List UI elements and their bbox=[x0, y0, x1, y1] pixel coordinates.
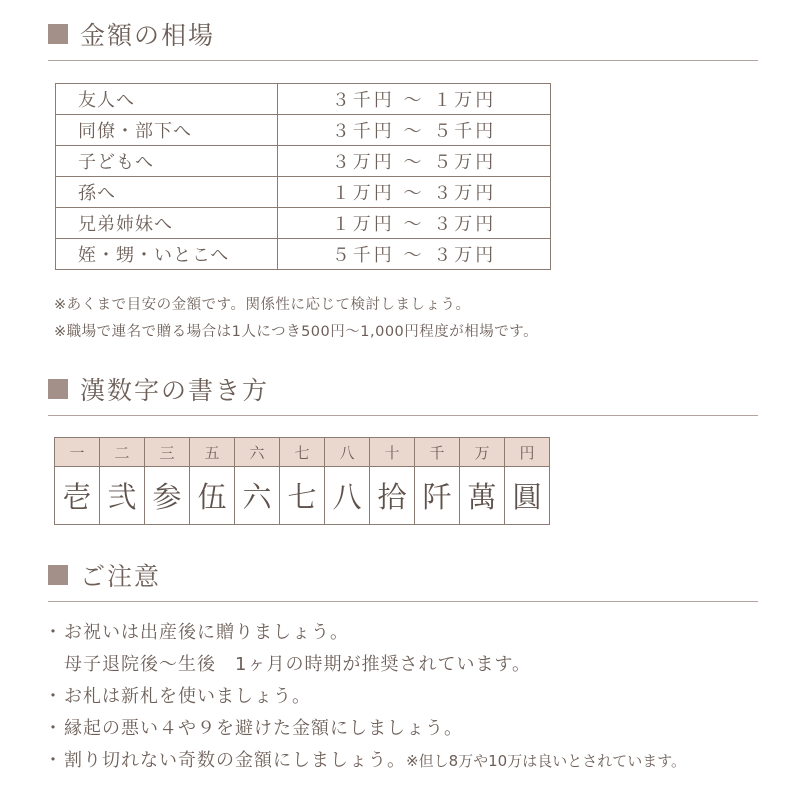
section-heading-kanji bbox=[48, 371, 758, 416]
recipient-cell: 同僚・部下へ bbox=[56, 115, 278, 146]
kanji-formal-cell: 六 bbox=[235, 467, 280, 525]
kanji-formal-cell: 萬 bbox=[460, 467, 505, 525]
note-text: ※あくまで目安の金額です。関係性に応じて検討しましょう。 bbox=[54, 297, 471, 313]
kanji-formal-cell: 弐 bbox=[100, 467, 145, 525]
table-row bbox=[56, 208, 551, 239]
price-table bbox=[55, 83, 551, 270]
kanji-common-cell: 六 bbox=[235, 438, 280, 467]
kanji-formal-cell: 八 bbox=[325, 467, 370, 525]
kanji-table bbox=[54, 437, 550, 525]
kanji-common-cell: 七 bbox=[280, 438, 325, 467]
kanji-common-cell: 万 bbox=[460, 438, 505, 467]
caution-note: ※但し8万や10万は良いとされています。 bbox=[406, 752, 687, 770]
kanji-formal-cell: 参 bbox=[145, 467, 190, 525]
heading-square-icon bbox=[48, 379, 68, 399]
kanji-formal-cell: 阡 bbox=[415, 467, 460, 525]
amount-cell: １万円 ～ ３万円 bbox=[278, 177, 551, 208]
kanji-common-row bbox=[55, 438, 550, 467]
heading-square-icon bbox=[48, 565, 68, 585]
section-title: ご注意 bbox=[80, 562, 162, 591]
kanji-formal-cell: 圓 bbox=[505, 467, 550, 525]
recipient-cell: 兄弟姉妹へ bbox=[56, 208, 278, 239]
list-item bbox=[44, 713, 784, 745]
list-item bbox=[44, 745, 784, 777]
note-text: ※職場で連名で贈る場合は1人につき500円～1,000円程度が相場です。 bbox=[54, 324, 539, 340]
caution-text: 母子退院後～生後 1ヶ月の時期が推奨されています。 bbox=[64, 654, 532, 675]
kanji-formal-cell: 七 bbox=[280, 467, 325, 525]
list-item bbox=[44, 681, 784, 713]
caution-text: お祝いは出産後に贈りましょう。 bbox=[64, 622, 349, 643]
caution-text: お札は新札を使いましょう。 bbox=[64, 686, 311, 707]
section-heading-cautions bbox=[48, 557, 758, 602]
section-title: 金額の相場 bbox=[80, 21, 216, 50]
caution-text: 縁起の悪い４や９を避けた金額にしましょう。 bbox=[64, 718, 463, 739]
kanji-formal-cell: 壱 bbox=[55, 467, 100, 525]
amount-cell: ３千円 ～ ５千円 bbox=[278, 115, 551, 146]
table-row bbox=[56, 84, 551, 115]
bullet-icon: ・ bbox=[44, 622, 63, 643]
amount-cell: １万円 ～ ３万円 bbox=[278, 208, 551, 239]
bullet-icon: ・ bbox=[44, 718, 63, 739]
recipient-cell: 友人へ bbox=[56, 84, 278, 115]
bullet-icon: ・ bbox=[44, 686, 63, 707]
table-row bbox=[56, 146, 551, 177]
caution-list bbox=[44, 617, 784, 777]
kanji-common-cell: 三 bbox=[145, 438, 190, 467]
kanji-formal-row bbox=[55, 467, 550, 525]
amount-cell: ３千円 ～ １万円 bbox=[278, 84, 551, 115]
kanji-common-cell: 五 bbox=[190, 438, 235, 467]
bullet-icon: ・ bbox=[44, 750, 63, 771]
heading-square-icon bbox=[48, 24, 68, 44]
kanji-common-cell: 八 bbox=[325, 438, 370, 467]
caution-text: 割り切れない奇数の金額にしましょう。 bbox=[64, 750, 406, 771]
list-item-detail bbox=[44, 649, 784, 681]
kanji-common-cell: 二 bbox=[100, 438, 145, 467]
table-row bbox=[56, 115, 551, 146]
kanji-formal-cell: 伍 bbox=[190, 467, 235, 525]
kanji-common-cell: 一 bbox=[55, 438, 100, 467]
section-heading-amount bbox=[48, 16, 758, 61]
table-row bbox=[56, 239, 551, 270]
list-item bbox=[44, 617, 784, 649]
table-row bbox=[56, 177, 551, 208]
amount-cell: ５千円 ～ ３万円 bbox=[278, 239, 551, 270]
recipient-cell: 子どもへ bbox=[56, 146, 278, 177]
kanji-common-cell: 千 bbox=[415, 438, 460, 467]
recipient-cell: 姪・甥・いとこへ bbox=[56, 239, 278, 270]
recipient-cell: 孫へ bbox=[56, 177, 278, 208]
kanji-common-cell: 十 bbox=[370, 438, 415, 467]
kanji-common-cell: 円 bbox=[505, 438, 550, 467]
amount-cell: ３万円 ～ ５万円 bbox=[278, 146, 551, 177]
kanji-formal-cell: 拾 bbox=[370, 467, 415, 525]
section-title: 漢数字の書き方 bbox=[80, 376, 270, 405]
